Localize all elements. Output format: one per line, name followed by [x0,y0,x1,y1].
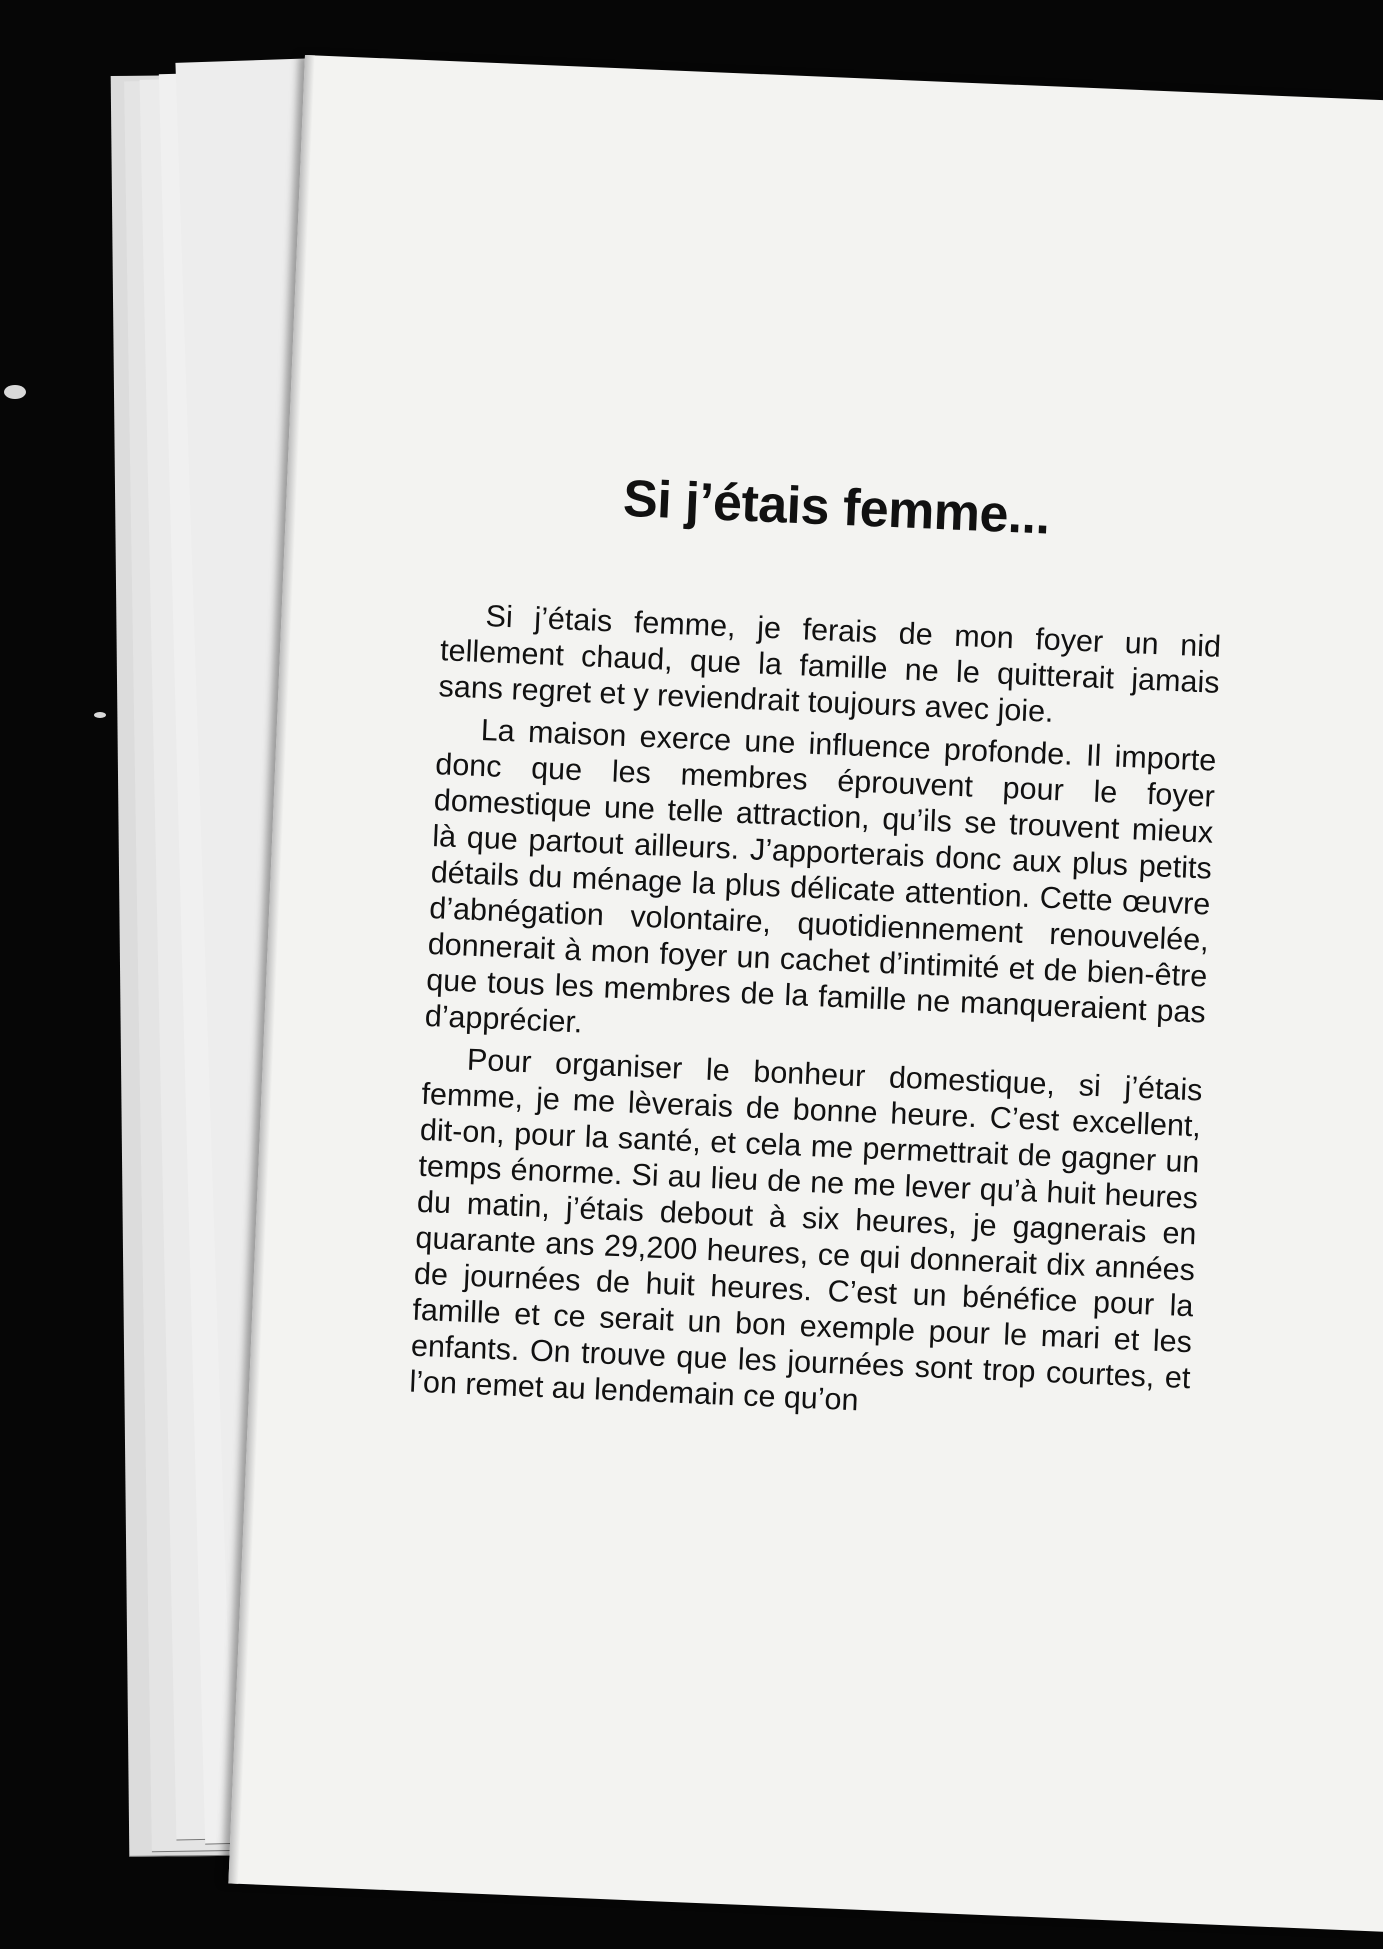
paragraph-2: La maison exerce une influence profonde. Il importe donc que les membres éprouvent pour le foyer domestique une telle attraction, qu’ils se trouvent mieux là que partout ailleurs. J’apporterais donc aux plus petits détails du ménage la plus délicate attention. Cette œuvre d’abnégation volontaire, quotidiennement renouvelée, donnerait à mon foyer un cachet d’intimité et de bien-être que tous les membres de la famille ne manqueraient pas d’apprécier. [424,712,1217,1040]
page-title: Si j’étais femme... [622,469,1051,546]
scan-artifact [94,712,106,718]
paragraph-1: Si j’étais femme, je ferais de mon foyer un nid tellement chaud, que la famille ne le quitterait jamais sans regret et y reviendrait toujours avec joie. [437,599,1222,729]
scan-artifact [4,385,26,399]
page-text [409,461,1228,1432]
paragraph-3: Pour organiser le bonheur domestique, si j’étais femme, je me lèverais de bonne heure. C’est excellent, dit-on, pour la santé, et cela me permettrait de gagner un temps énorme. Si au lieu de ne me lever qu’à huit heures du matin, j’étais debout à six heures, je gagnerais en quarante ans 29,200 heures, ce qui donnerait dix années de journées de huit heures. C’est un bénéfice pour la famille et ce serait un bon exemple pour le mari et les enfants. On trouve que les journées sont trop courtes, et l’on remet au lendemain ce qu’on [408,1042,1204,1418]
book-page [228,55,1383,1933]
